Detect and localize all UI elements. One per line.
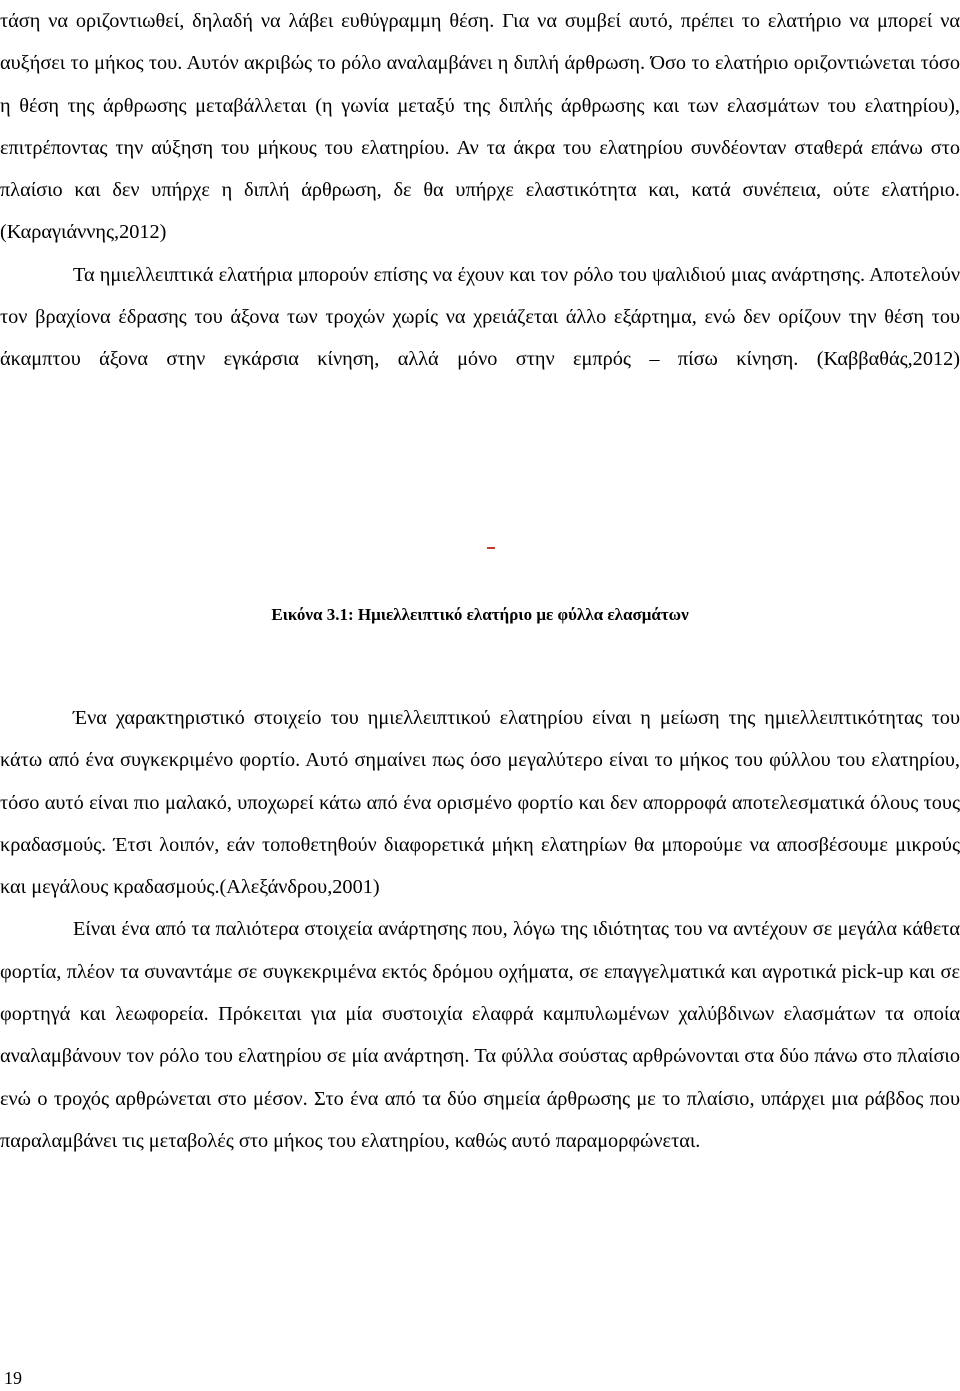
text-block-upper xyxy=(0,0,960,381)
text-block-lower xyxy=(0,697,960,1162)
figure-caption: Εικόνα 3.1: Ημιελλειπτικό ελατήριο με φύλλα ελασμάτων xyxy=(271,605,689,624)
paragraph-articulation: τάση να οριζοντιωθεί, δηλαδή να λάβει ευθύγραμμη θέση. Για να συμβεί αυτό, πρέπει το ελατήριο να μπορεί να αυξήσει το μήκος του. Αυτόν ακριβώς το ρόλο αναλαμβάνει η διπλή άρθρωση. Όσο το ελατήριο οριζοντιώνεται τόσο η θέση της άρθρωσης μεταβάλλεται (η γωνία μεταξύ της διπλής άρθρωσης και των ελασμάτων του ελατηρίου), επιτρέποντας την αύξηση του μήκους του ελατηρίου. Αν τα άκρα του ελατηρίου συνδέονταν σταθερά επάνω στο πλαίσιο και δεν υπήρχε η διπλή άρθρωση, δε θα υπήρχε ελαστικότητα και, κατά συνέπεια, ούτε ελατήριο. (Καραγιάννης,2012) xyxy=(0,10,960,244)
paragraph-oldest-element: Είναι ένα από τα παλιότερα στοιχεία ανάρτησης που, λόγω της ιδιότητας του να αντέχουν σε μεγάλα κάθετα φορτία, πλέον τα συναντάμε σε συγκεκριμένα εκτός δρόμου οχήματα, σε επαγγελματικά και αγροτικά pick-up και σε φορτηγά και λεωφορεία. Πρόκειται για μία συστοιχία ελαφρά καμπυλωμένων χαλύβδινων ελασμάτων τα οποία αναλαμβάνουν τον ρόλο του ελατηρίου σε μία ανάρτηση. Τα φύλλα σούστας αρθρώνονται στα δύο πάνω στο πλαίσιο ενώ ο τροχός αρθρώνεται στο μέσον. Στο ένα από τα δύο σημεία άρθρωσης με το πλαίσιο, υπάρχει μια ράβδος που παραλαμβάνει τις μεταβολές στο μήκος του ελατηρίου, καθώς αυτό παραμορφώνεται. xyxy=(0,918,960,1152)
paragraph-swing-arm: Τα ημιελλειπτικά ελατήρια μπορούν επίσης να έχουν και τον ρόλο του ψαλιδιού μιας ανάρτησης. Αποτελούν τον βραχίονα έδρασης του άξονα των τροχών χωρίς να χρειάζεται άλλο εξάρτημα, ενώ δεν ορίζουν την θέση του άκαμπτου άξονα στην εγκάρσια κίνηση, αλλά μόνο στην εμπρός – πίσω κίνηση. (Καββαθάς,2012) xyxy=(0,263,960,371)
paragraph-characteristic: Ένα χαρακτηριστικό στοιχείο του ημιελλειπτικού ελατηρίου είναι η μείωση της ημιελλειπτικότητας του κάτω από ένα συγκεκριμένο φορτίο. Αυτό σημαίνει πως όσο μεγαλύτερο είναι το μήκος του φύλλου του ελατηρίου, τόσο αυτό είναι πιο μαλακό, υποχωρεί κάτω από ένα ορισμένο φορτίο και δεν απορροφά αποτελεσματικά όλους τους κραδασμούς. Έτσι λοιπόν, εάν τοποθετηθούν διαφορετικά μήκη ελατηρίων θα μπορούμε να αποσβέσουμε μικρούς και μεγάλους κραδασμούς.(Αλεξάνδρου,2001) xyxy=(0,707,960,899)
page-number: 19 xyxy=(4,1368,22,1388)
figure-placeholder-mark xyxy=(487,547,495,549)
